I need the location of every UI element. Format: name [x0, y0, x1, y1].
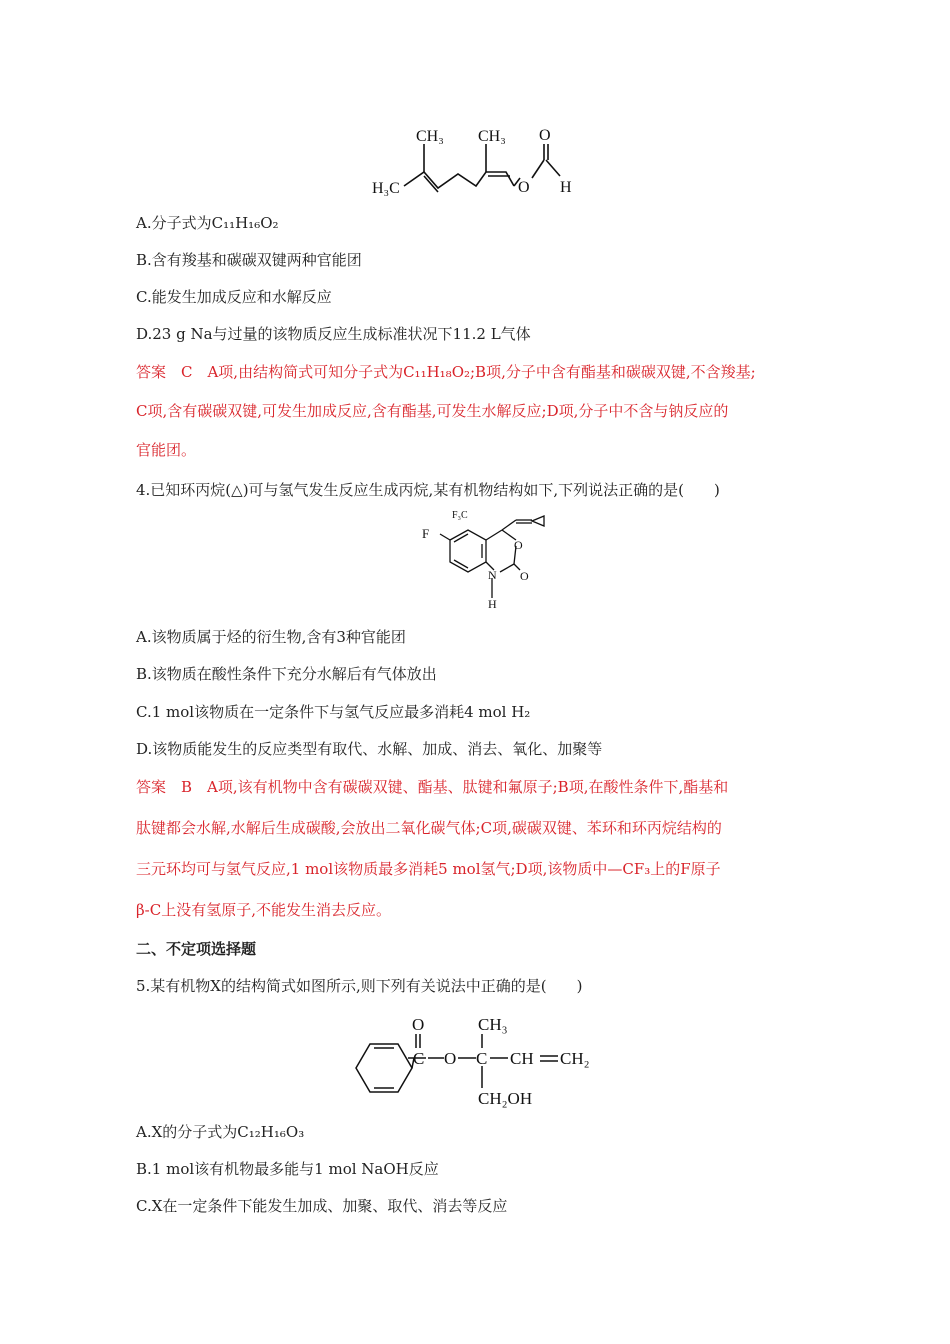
q3-answer-line-1: 答案 C A项,由结构简式可知分子式为C₁₁H₁₈O₂;B项,分子中含有酯基和碳碳双键,不含羧基; — [136, 363, 756, 381]
q5-c-quaternary: C — [476, 1049, 488, 1068]
q3-h3c: H₃C — [372, 180, 400, 197]
q4-option-a: A.该物质属于烃的衍生物,含有3种官能团 — [136, 628, 406, 646]
q4-o-carbonyl: O — [520, 569, 529, 583]
q4-n: N — [488, 568, 497, 582]
molecule-figure-q4 — [408, 506, 558, 612]
q3-answer-line-2: C项,含有碳碳双键,可发生加成反应,含有酯基,可发生水解反应;D项,分子中不含与钠反应的 — [136, 402, 729, 420]
q4-h: H — [488, 597, 497, 611]
q5-stem: 5.某有机物X的结构简式如图所示,则下列有关说法中正确的是( ) — [136, 977, 583, 995]
q3-option-d: D.23 g Na与过量的该物质反应生成标准状况下11.2 L气体 — [136, 325, 531, 343]
q5-option-c: C.X在一定条件下能发生加成、加聚、取代、消去等反应 — [136, 1197, 508, 1215]
q3-option-b: B.含有羧基和碳碳双键两种官能团 — [136, 251, 362, 269]
q3-ch3-right: CH₃ — [478, 128, 506, 145]
q5-o-carbonyl: O — [412, 1015, 425, 1034]
q4-option-b: B.该物质在酸性条件下充分水解后有气体放出 — [136, 665, 437, 683]
molecule-figure-q3 — [360, 120, 600, 200]
q4-option-d: D.该物质能发生的反应类型有取代、水解、加成、消去、氧化、加聚等 — [136, 740, 603, 758]
q5-option-b: B.1 mol该有机物最多能与1 mol NaOH反应 — [136, 1160, 439, 1178]
q5-o-ester: O — [444, 1049, 457, 1068]
q5-c-carbonyl: C — [413, 1049, 425, 1068]
q3-h-formyl: H — [560, 179, 572, 196]
q4-option-c: C.1 mol该物质在一定条件下与氢气反应最多消耗4 mol H₂ — [136, 703, 531, 721]
q3-option-a: A.分子式为C₁₁H₁₆O₂ — [136, 214, 279, 232]
q5-ch3: CH₃ — [478, 1015, 508, 1034]
q3-o-ester: O — [518, 179, 530, 196]
q4-answer-line-4: β-C上没有氢原子,不能发生消去反应。 — [136, 901, 391, 919]
q4-answer-line-1: 答案 B A项,该有机物中含有碳碳双键、酯基、肽键和氟原子;B项,在酸性条件下,酯基和 — [136, 778, 729, 796]
q4-answer-line-2: 肽键都会水解,水解后生成碳酸,会放出二氧化碳气体;C项,碳碳双键、苯环和环丙烷结构的 — [136, 819, 722, 837]
q4-o-ring: O — [514, 538, 523, 552]
q3-option-c: C.能发生加成反应和水解反应 — [136, 288, 332, 306]
q5-ch2oh: CH₂OH — [478, 1089, 533, 1108]
q4-f: F — [422, 526, 430, 541]
q4-f3c: F₃C — [452, 510, 468, 521]
q5-ch2: CH₂ — [560, 1049, 590, 1068]
q5-ch: CH — [510, 1049, 534, 1068]
q3-answer-line-3: 官能团。 — [136, 441, 197, 459]
q5-option-a: A.X的分子式为C₁₂H₁₆O₃ — [136, 1123, 305, 1141]
q3-o-carbonyl: O — [539, 127, 551, 144]
q4-stem: 4.已知环丙烷(△)可与氢气发生反应生成丙烷,某有机物结构如下,下列说法正确的是( ) — [136, 481, 720, 499]
section-title: 二、不定项选择题 — [136, 940, 257, 958]
q3-ch3-left: CH₃ — [416, 128, 444, 145]
molecule-figure-q5 — [350, 1008, 610, 1114]
q4-answer-line-3: 三元环均可与氢气反应,1 mol该物质最多消耗5 mol氢气;D项,该物质中—CF₃上的F原子 — [136, 860, 721, 878]
